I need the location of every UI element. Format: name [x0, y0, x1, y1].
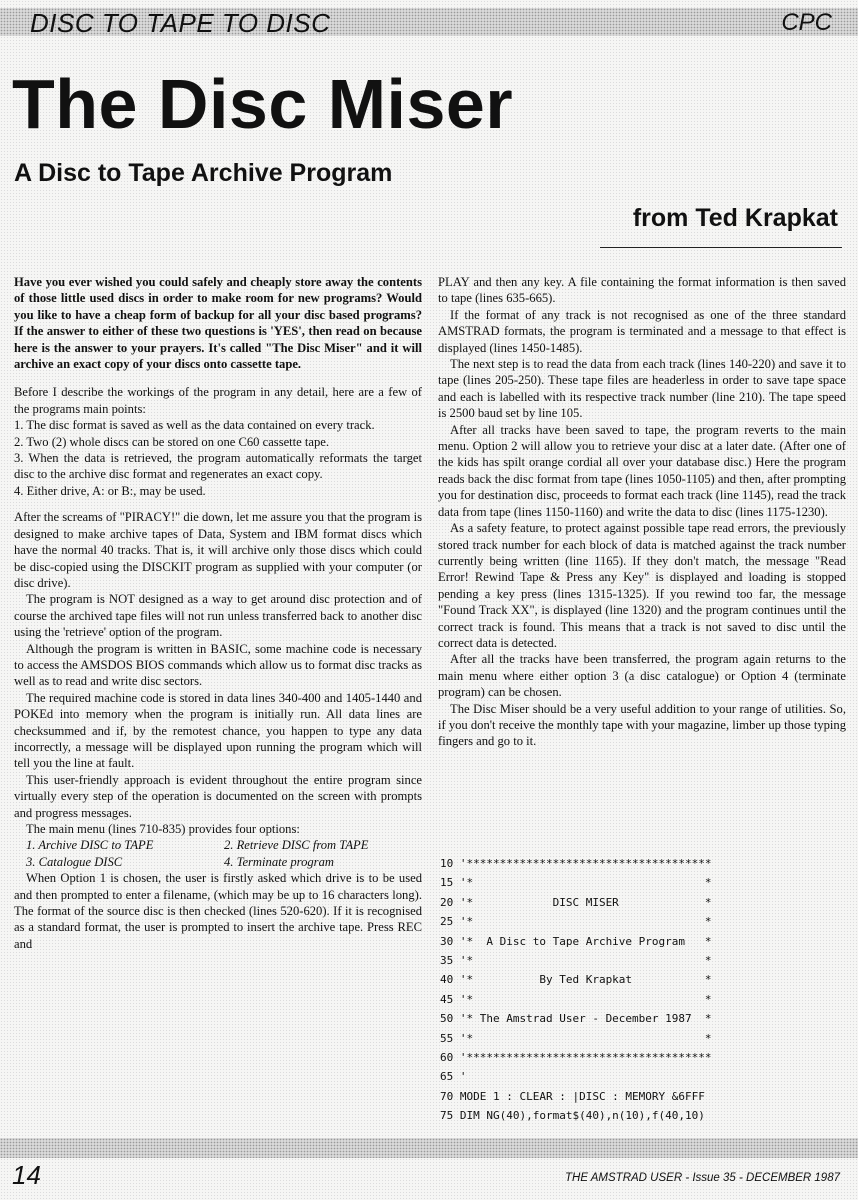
listing-line: 50 '* The Amstrad User - December 1987 *: [440, 1012, 712, 1026]
listing-line: 55 '* *: [440, 1031, 712, 1045]
body-paragraph: The program is NOT designed as a way to get around disc protection and of course the archived tape files will not run unless transferred back to another disc using the 'retrieve' option of the program.: [14, 592, 422, 640]
left-column: [14, 274, 422, 952]
footer-band: [0, 1138, 858, 1158]
body-paragraph: This user-friendly approach is evident throughout the entire program since virtually every step of the operation is documented on the screen with prompts and progress messages.: [14, 772, 422, 820]
listing-line: 30 '* A Disc to Tape Archive Program *: [440, 934, 712, 948]
point-item: 2. Two (2) whole discs can be stored on one C60 cassette tape.: [14, 434, 330, 449]
listing-line: 15 '* *: [440, 876, 712, 890]
body-paragraph: The required machine code is stored in data lines 340-400 and 1405-1440 and POKEd into memory when the program is initially run. All data lines are checksummed and if, by the remotest chance, you happen to type any data incorrectly, a message will be displayed upon running the program which will tell you the line at fault.: [14, 690, 422, 771]
platform-label: CPC: [781, 9, 832, 36]
point-item: 3. When the data is retrieved, the program automatically reformats the target disc to the archive disc format and regenerates an exact copy.: [14, 451, 422, 482]
program-listing: [440, 854, 740, 1125]
body-paragraph: As a safety feature, to protect against possible tape read errors, the previously stored track number for each block of data is matched against the track number currently being written (line 1165). If they don't match, the message "Read Error! Rewind Tape & Press any Key" is displayed and loading is stopped pending a key press (lines 1315-1325). If you rewind too far, the message "Found Track XX", is displayed (line 1320) and the program continues until the correct track is found. This means that a track is not saved to disc until the correct data is detected.: [438, 521, 846, 650]
body-paragraph: After the screams of "PIRACY!" die down, let me assure you that the program is designed to make archive tapes of Data, System and IBM format discs which have the normal 40 tracks. That is, it will archive only those discs which could be disc-copied using the DISCKIT program as supplied with your computer (or disc drive).: [14, 510, 422, 590]
body-paragraph: The next step is to read the data from each track (lines 140-220) and save it to tape (lines 205-250). These tape files are headerless in order to save tape space and each is labelled with its respective track number (line 210). The tape speed is 2500 baud set by line 105.: [438, 357, 846, 421]
publication-footer: THE AMSTRAD USER - Issue 35 - DECEMBER 1987: [564, 1172, 840, 1184]
listing-line: 10 '*************************************: [440, 857, 712, 870]
body-paragraph: PLAY and then any key. A file containing the format information is then saved to tape (lines 635-665).: [438, 275, 846, 306]
listing-line: 35 '* *: [440, 953, 712, 967]
page-number: 14: [12, 1160, 41, 1190]
point-item: 4. Either drive, A: or B:, may be used.: [14, 483, 206, 498]
menu-option: 4. Terminate program: [224, 854, 334, 869]
listing-line: 65 ': [440, 1070, 467, 1084]
menu-option: 1. Archive DISC to TAPE: [26, 838, 154, 853]
body-paragraph: The Disc Miser should be a very useful addition to your range of utilities. So, if you don't receive the monthly tape with your magazine, limber up those typing fingers and go to it.: [438, 701, 846, 749]
body-paragraph: When Option 1 is chosen, the user is firstly asked which drive is to be used and then prompted to enter a filename, (which may be up to 16 characters long). The format of the source disc is then checked (lines 520-620). If it is recognised as a standard format, the user is prompted to insert the archive tape. Press REC and: [14, 871, 422, 951]
listing-line: 40 '* By Ted Krapkat *: [440, 973, 712, 987]
listing-line: 20 '* DISC MISER *: [440, 895, 712, 909]
menu-option: 2. Retrieve DISC from TAPE: [224, 838, 369, 853]
menu-options-list: [26, 837, 422, 870]
listing-line: 70 MODE 1 : CLEAR : |DISC : MEMORY &6FFF: [440, 1089, 705, 1103]
menu-option: 3. Catalogue DISC: [26, 854, 123, 869]
body-paragraph: Although the program is written in BASIC, some machine code is necessary to access the AMSDOS BIOS commands which allow us to format disc tracks as well as to read and write disc sectors.: [14, 641, 422, 689]
listing-line: 25 '* *: [440, 915, 712, 929]
listing-line: 75 DIM NG(40),format$(40),n(10),f(40,10): [440, 1109, 705, 1123]
listing-line: 45 '* *: [440, 992, 712, 1006]
byline-rule: [600, 247, 842, 248]
intro-paragraph: Have you ever wished you could safely and cheaply store away the contents of those little used discs in order to make room for new programs? Would you like to have a cheap form of backup for all your disc based programs? If the answer to either of these two questions is 'YES', then read on because here is the answer to your prayers. It's called "The Disc Miser" and it will archive an exact copy of your discs onto cassette tape.: [14, 275, 422, 372]
body-paragraph: Before I describe the workings of the program in any detail, here are a few of the programs main points:: [14, 385, 422, 416]
body-paragraph: If the format of any track is not recognised as one of the three standard AMSTRAD formats, the program is terminated and a message to that effect is displayed (lines 1450-1485).: [438, 307, 846, 355]
point-item: 1. The disc format is saved as well as the data contained on every track.: [14, 418, 375, 433]
body-paragraph: The main menu (lines 710-835) provides four options:: [26, 822, 300, 836]
article-title: The Disc Miser: [12, 65, 514, 143]
body-paragraph: After all the tracks have been transferred, the program again returns to the main menu where either option 3 (a disc catalogue) or Option 4 (terminate program) can be chosen.: [438, 652, 846, 700]
section-label: DISC TO TAPE TO DISC: [30, 8, 331, 38]
article-byline: from Ted Krapkat: [632, 204, 838, 232]
body-paragraph: After all tracks have been saved to tape, the program reverts to the main menu. Option 2 will allow you to retrieve your disc at a later date. (After one of the kids has spilt orange cordial all over your database disc.) Here the program reads back the disc format from tape (lines 1050-1105) and then, after prompting you for destination disc, proceeds to format each track (line 1145), read the track data from tape (lines 1150-1160) and write the data to disc (lines 1175-1230).: [438, 422, 846, 519]
right-column: [438, 274, 846, 750]
article-subtitle: A Disc to Tape Archive Program: [14, 159, 393, 187]
listing-line: 60 '*************************************: [440, 1050, 712, 1064]
